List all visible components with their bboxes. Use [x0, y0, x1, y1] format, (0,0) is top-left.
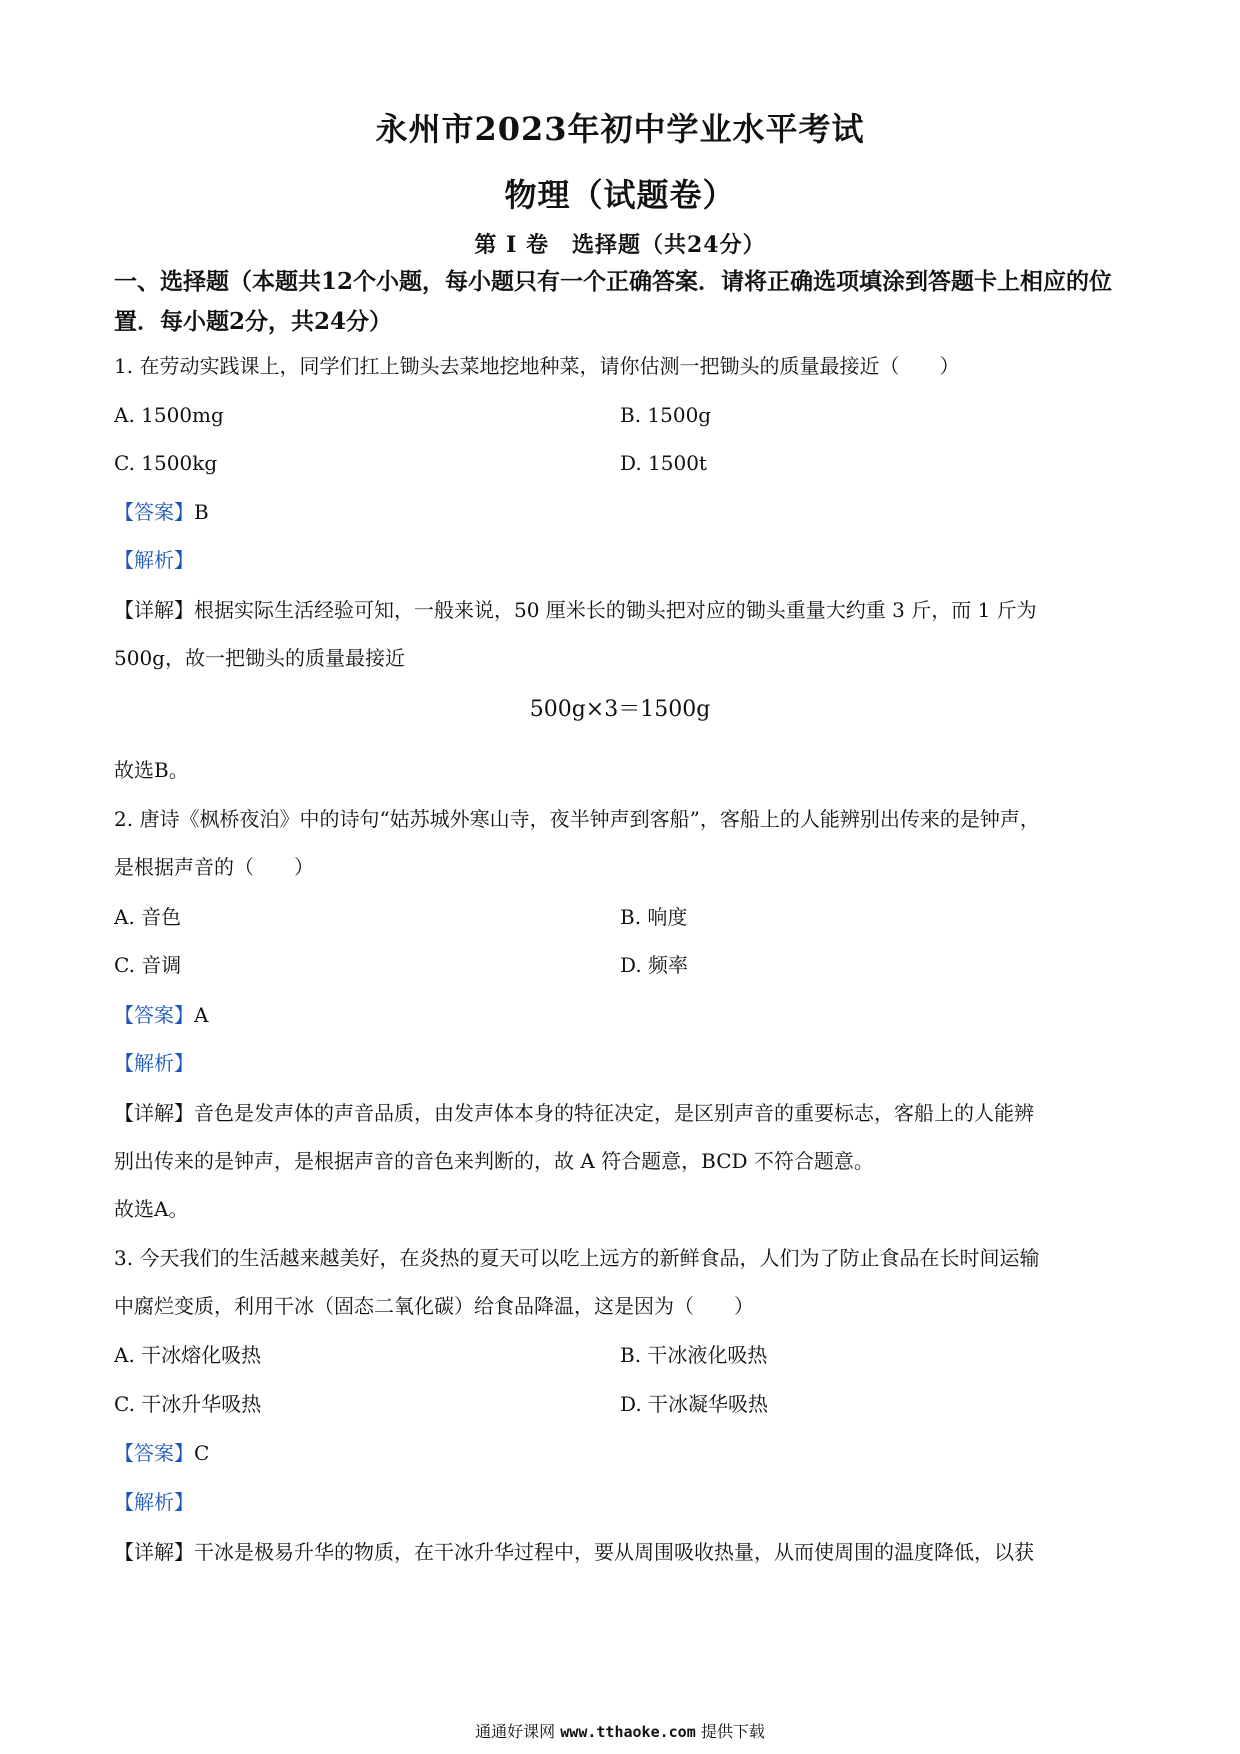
footer-site-name: 通通好课网 [475, 1722, 556, 1741]
footer-url-link[interactable]: www.tthaoke.com [560, 1723, 696, 1741]
question-3-option-d: D. 干冰凝华吸热 [620, 1392, 769, 1416]
question-3-answer [114, 1439, 1134, 1467]
detail-text: 干冰是极易升华的物质，在干冰升华过程中，要从周围吸收热量，从而使周围的温度降低，以获 [194, 1540, 1034, 1564]
question-2-option-c: C. 音调 [114, 953, 182, 977]
answer-value: C [194, 1441, 210, 1465]
answer-tag: 【答案】 [114, 1441, 194, 1465]
question-3-analysis [114, 1488, 1134, 1516]
question-1-detail-line-1 [114, 596, 1134, 624]
question-2-conclusion: 故选A。 [114, 1197, 189, 1221]
question-1-answer [114, 498, 1134, 526]
detail-tag: 【详解】 [114, 1540, 194, 1564]
question-2-detail-line-2: 别出传来的是钟声，是根据声音的音色来判断的，故 A 符合题意，BCD 不符合题意。 [114, 1149, 874, 1173]
question-1-detail-line-2: 500g，故一把锄头的质量最接近 [114, 646, 405, 670]
exam-title: 永州市2023年初中学业水平考试 [375, 110, 865, 148]
question-1-option-d: D. 1500t [620, 451, 707, 475]
question-1-option-b: B. 1500g [620, 403, 712, 427]
question-2-option-b: B. 响度 [620, 905, 688, 929]
question-2-stem-line-1: 2. 唐诗《枫桥夜泊》中的诗句“姑苏城外寒山寺，夜半钟声到客船”，客船上的人能辨别出传来的是钟声， [114, 807, 1040, 831]
question-1-option-c: C. 1500kg [114, 451, 218, 475]
answer-value: B [194, 500, 209, 524]
question-3-option-c: C. 干冰升华吸热 [114, 1392, 262, 1416]
footer-suffix: 提供下载 [700, 1722, 765, 1741]
question-1-formula: 500g×3＝1500g [529, 697, 711, 722]
question-2-option-a: A. 音色 [114, 905, 182, 929]
section-instructions: 一、选择题（本题共12个小题，每小题只有一个正确答案．请将正确选项填涂到答题卡上相应的位置．每小题2分，共24分） [114, 268, 1113, 335]
detail-tag: 【详解】 [114, 598, 194, 622]
question-2-detail-line-1 [114, 1099, 1134, 1127]
question-1-conclusion: 故选B。 [114, 758, 189, 782]
analysis-tag: 【解析】 [114, 548, 194, 572]
detail-text: 音色是发声体的声音品质，由发声体本身的特征决定，是区别声音的重要标志，客船上的人能辨 [194, 1101, 1034, 1125]
question-2-answer [114, 1001, 1134, 1029]
detail-text: 根据实际生活经验可知，一般来说，50 厘米长的锄头把对应的锄头重量大约重 3 斤，而 1 斤为 [194, 598, 1037, 622]
question-2-stem-line-2: 是根据声音的（ ） [114, 855, 314, 879]
page-footer [0, 1719, 1240, 1742]
answer-tag: 【答案】 [114, 1003, 194, 1027]
question-3-stem-line-2: 中腐烂变质，利用干冰（固态二氧化碳）给食品降温，这是因为（ ） [114, 1294, 754, 1318]
question-1-stem: 1. 在劳动实践课上，同学们扛上锄头去菜地挖地种菜，请你估测一把锄头的质量最接近（ ） [114, 354, 960, 378]
analysis-tag: 【解析】 [114, 1051, 194, 1075]
answer-value: A [194, 1003, 209, 1027]
exam-subtitle: 物理（试题卷） [504, 176, 736, 214]
question-3-option-b: B. 干冰液化吸热 [620, 1343, 768, 1367]
question-1-option-a: A. 1500mg [114, 403, 224, 427]
question-2-analysis [114, 1049, 1134, 1077]
part-heading: 第 I 卷 选择题（共24分） [474, 232, 766, 258]
question-2-option-d: D. 频率 [620, 953, 689, 977]
question-3-option-a: A. 干冰熔化吸热 [114, 1343, 262, 1367]
detail-tag: 【详解】 [114, 1101, 194, 1125]
answer-tag: 【答案】 [114, 500, 194, 524]
question-3-detail-line-1 [114, 1538, 1134, 1566]
question-3-stem-line-1: 3. 今天我们的生活越来越美好，在炎热的夏天可以吃上远方的新鲜食品，人们为了防止食品在长时间运输 [114, 1246, 1040, 1270]
question-1-analysis [114, 546, 1134, 574]
analysis-tag: 【解析】 [114, 1490, 194, 1514]
